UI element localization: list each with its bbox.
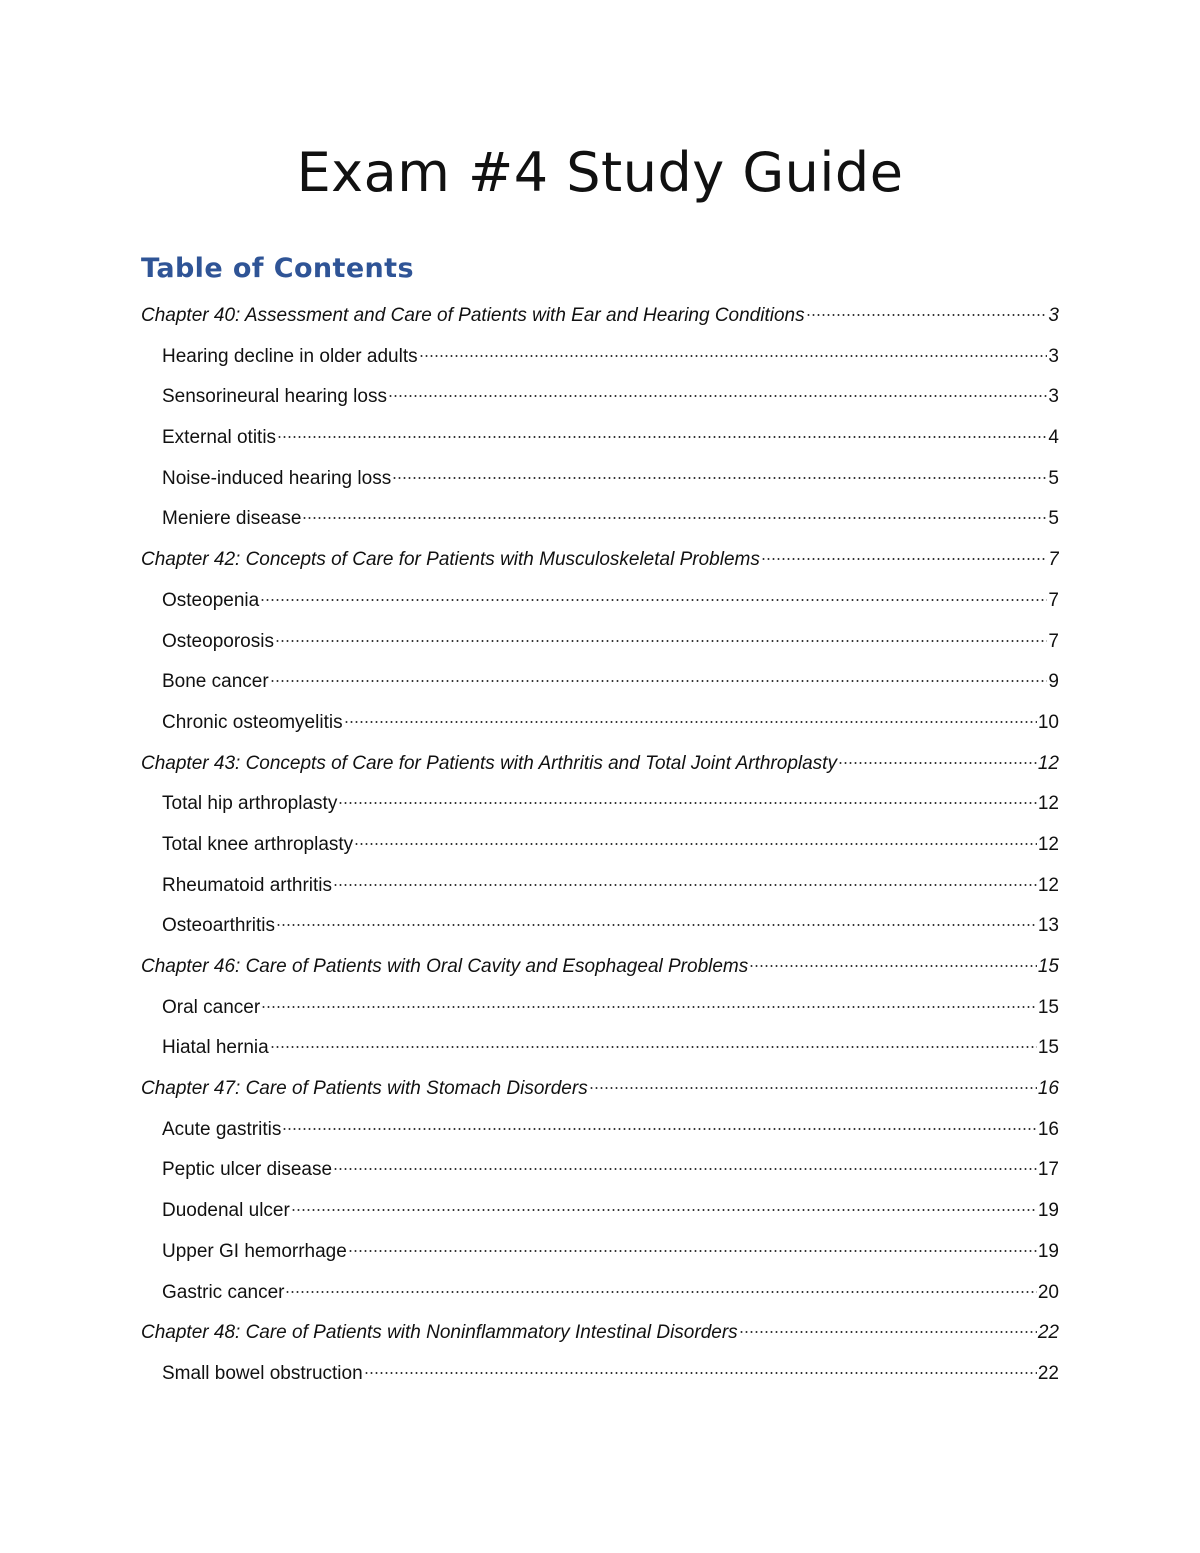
toc-entry-page-number: 7 [1048,589,1059,611]
toc-entry-page-number: 17 [1037,1159,1059,1181]
toc-entry-page-number: 15 [1037,956,1059,977]
toc-entry-page-number: 19 [1037,1240,1059,1262]
toc-topic-entry[interactable] [141,1232,1059,1273]
toc-chapter-entry[interactable] [141,744,1059,785]
toc-topic-entry[interactable] [141,499,1059,540]
toc-entry-title: Chapter 48: Care of Patients with Noninflammatory Intestinal Disorders [141,1322,738,1344]
toc-topic-entry[interactable] [141,703,1059,744]
toc-topic-entry[interactable] [141,1150,1059,1191]
dot-leader [419,355,1048,357]
toc-topic-entry[interactable] [141,622,1059,663]
toc-entry-title: Noise-induced hearing loss [162,467,392,489]
toc-entry-title: Oral cancer [162,996,261,1018]
toc-topic-entry[interactable] [141,418,1059,459]
toc-entry-page-number: 4 [1048,427,1059,449]
toc-heading: Table of Contents [141,253,414,284]
toc-entry-title: Meniere disease [162,508,302,530]
dot-leader [344,721,1037,723]
dot-leader [285,1291,1036,1293]
toc-topic-entry[interactable] [141,581,1059,622]
toc-topic-entry[interactable] [141,1354,1059,1395]
dot-leader [333,1168,1037,1170]
toc-topic-entry[interactable] [141,825,1059,866]
toc-topic-entry[interactable] [141,784,1059,825]
toc-entry-title: Small bowel obstruction [162,1362,363,1384]
dot-leader [275,640,1047,642]
dot-leader [392,477,1047,479]
toc-entry-page-number: 20 [1037,1281,1059,1303]
toc-entry-title: External otitis [162,427,277,449]
dot-leader [277,436,1047,438]
document-title: Exam #4 Study Guide [296,141,904,204]
toc-chapter-entry[interactable] [141,296,1059,337]
toc-entry-page-number: 12 [1037,874,1059,896]
toc-entry-title: Peptic ulcer disease [162,1159,333,1181]
toc-entry-title: Osteoarthritis [162,915,275,937]
toc-topic-entry[interactable] [141,377,1059,418]
dot-leader [388,395,1047,397]
dot-leader [276,924,1037,926]
toc-entry-title: Total hip arthroplasty [162,793,338,815]
toc-entry-page-number: 7 [1048,630,1059,652]
dot-leader [302,517,1047,519]
toc-entry-title: Hiatal hernia [162,1037,269,1059]
toc-entry-page-number: 12 [1037,793,1059,815]
dot-leader [364,1372,1037,1374]
toc-entry-title: Total knee arthroplasty [162,833,354,855]
dot-leader [806,314,1048,316]
toc-entry-title: Chronic osteomyelitis [162,711,343,733]
toc-entry-page-number: 12 [1037,752,1059,774]
toc-entry-page-number: 3 [1048,345,1059,367]
toc-topic-entry[interactable] [141,662,1059,703]
toc-entry-title: Upper GI hemorrhage [162,1240,347,1262]
toc-entry-page-number: 12 [1037,833,1059,855]
toc-entry-page-number: 5 [1048,508,1059,530]
dot-leader [749,965,1037,967]
dot-leader [291,1209,1037,1211]
toc-chapter-entry[interactable] [141,947,1059,988]
toc-entry-title: Osteoporosis [162,630,274,652]
toc-entry-page-number: 22 [1037,1322,1059,1344]
toc-entry-title: Chapter 43: Concepts of Care for Patients with Arthritis and Total Joint Arthroplasty [141,752,837,774]
toc-entry-page-number: 16 [1037,1078,1059,1100]
toc-entry-page-number: 5 [1048,467,1059,489]
toc-topic-entry[interactable] [141,906,1059,947]
dot-leader [261,1006,1037,1008]
dot-leader [260,599,1047,601]
dot-leader [338,802,1037,804]
toc-entry-page-number: 16 [1037,1118,1059,1140]
toc-entry-page-number: 15 [1037,996,1059,1018]
toc-topic-entry[interactable] [141,1191,1059,1232]
dot-leader [348,1250,1037,1252]
toc-entry-title: Chapter 42: Concepts of Care for Patients with Musculoskeletal Problems [141,549,760,571]
toc-entry-page-number: 9 [1048,671,1059,693]
toc-entry-title: Bone cancer [162,671,269,693]
toc-topic-entry[interactable] [141,1028,1059,1069]
toc-entry-page-number: 22 [1037,1362,1059,1384]
toc-entry-title: Duodenal ulcer [162,1200,290,1222]
toc-entry-page-number: 10 [1037,711,1059,733]
toc-entry-title: Chapter 47: Care of Patients with Stomach Disorders [141,1078,588,1100]
toc-entry-title: Gastric cancer [162,1281,285,1303]
toc-entry-title: Sensorineural hearing loss [162,386,387,408]
toc-topic-entry[interactable] [141,459,1059,500]
table-of-contents [141,296,1059,1395]
toc-entry-title: Osteopenia [162,589,260,611]
toc-entry-page-number: 3 [1048,386,1059,408]
dot-leader [333,884,1037,886]
toc-entry-title: Chapter 40: Assessment and Care of Patients with Ear and Hearing Conditions [141,305,805,326]
toc-entry-page-number: 7 [1048,549,1059,571]
dot-leader [739,1331,1037,1333]
toc-chapter-entry[interactable] [141,540,1059,581]
toc-topic-entry[interactable] [141,988,1059,1029]
toc-chapter-entry[interactable] [141,1313,1059,1354]
toc-entry-page-number: 19 [1037,1200,1059,1222]
dot-leader [282,1128,1037,1130]
toc-entry-page-number: 3 [1048,305,1059,326]
dot-leader [270,1046,1037,1048]
toc-topic-entry[interactable] [141,1110,1059,1151]
toc-entry-title: Rheumatoid arthritis [162,874,333,896]
dot-leader [838,762,1037,764]
toc-entry-page-number: 15 [1037,1037,1059,1059]
toc-topic-entry[interactable] [141,866,1059,907]
toc-entry-title: Acute gastritis [162,1118,282,1140]
dot-leader [761,558,1048,560]
toc-topic-entry[interactable] [141,337,1059,378]
dot-leader [354,843,1037,845]
toc-entry-page-number: 13 [1037,915,1059,937]
dot-leader [589,1087,1037,1089]
toc-entry-title: Chapter 46: Care of Patients with Oral Cavity and Esophageal Problems [141,956,749,977]
toc-entry-title: Hearing decline in older adults [162,345,418,367]
toc-chapter-entry[interactable] [141,1069,1059,1110]
dot-leader [270,680,1048,682]
toc-topic-entry[interactable] [141,1273,1059,1314]
